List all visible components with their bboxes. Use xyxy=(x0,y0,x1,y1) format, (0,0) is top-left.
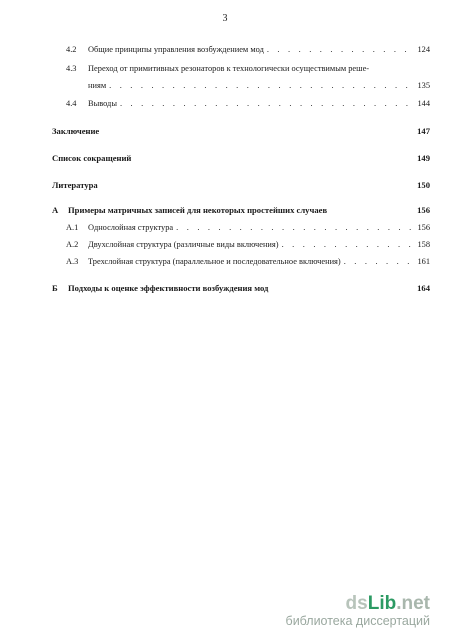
toc-appendix-b[interactable] xyxy=(52,283,430,293)
toc-appendix-page: 156 xyxy=(417,205,430,215)
toc-entry[interactable] xyxy=(52,257,430,267)
toc-chapter-page: 149 xyxy=(417,153,430,163)
toc-entry[interactable] xyxy=(52,45,430,55)
toc-entry-page: 124 xyxy=(417,45,430,54)
toc-chapter-page: 147 xyxy=(417,126,430,136)
toc-entry-page: 144 xyxy=(417,99,430,108)
page-number: 3 xyxy=(222,13,228,24)
toc-entry[interactable] xyxy=(52,99,430,109)
toc-entry-number: 4.4 xyxy=(66,99,77,108)
toc-chapter-title: Литература xyxy=(52,180,98,190)
toc-appendix-number: А xyxy=(52,205,59,215)
toc-appendix-title: Примеры матричных записей для некоторых простейших случаев xyxy=(68,205,328,215)
toc-entry-number: А.1 xyxy=(66,223,79,232)
toc-chapter-abbreviations[interactable] xyxy=(52,153,430,163)
toc-entry-title: Переход от примитивных резонаторов к технологически осуществимым реше- xyxy=(88,64,370,73)
leader-dots xyxy=(267,45,411,55)
dslib-logo: dsLib.net xyxy=(345,593,430,614)
toc-chapter-literature[interactable] xyxy=(52,180,430,190)
toc-entry-page: 161 xyxy=(417,257,430,266)
toc-chapter-page: 150 xyxy=(417,180,430,190)
leader-dots xyxy=(282,240,411,250)
toc-entry-title: Трехслойная структура (параллельное и последовательное включения) xyxy=(88,257,341,266)
toc-entry-page: 158 xyxy=(417,240,430,249)
toc-entry[interactable] xyxy=(52,240,430,250)
toc-appendix-title: Подходы к оценке эффективности возбуждения мод xyxy=(68,283,269,293)
toc-entry-number: 4.3 xyxy=(66,64,77,73)
toc-entry-title: Общие принципы управления возбуждением мод xyxy=(88,45,264,54)
leader-dots xyxy=(120,99,411,109)
toc-entry-title: Двухслойная структура (различные виды включения) xyxy=(88,240,279,249)
toc-entry-title-cont: ниям xyxy=(88,81,107,90)
toc-entry-title: Однослойная структура xyxy=(88,223,174,232)
toc-chapter-conclusion[interactable] xyxy=(52,126,430,136)
toc-chapter-title: Заключение xyxy=(52,126,100,136)
leader-dots xyxy=(176,223,411,233)
leader-dots xyxy=(344,257,411,267)
leader-dots xyxy=(109,81,411,91)
toc-chapter-title: Список сокращений xyxy=(52,153,132,163)
toc-entry-continuation[interactable] xyxy=(52,81,430,91)
toc-appendix-number: Б xyxy=(52,283,58,293)
toc-entry[interactable] xyxy=(52,64,430,74)
watermark-subtitle: библиотека диссертаций xyxy=(285,614,430,628)
toc-appendix-page: 164 xyxy=(417,283,430,293)
toc-entry-number: А.2 xyxy=(66,240,79,249)
toc-entry-number: 4.2 xyxy=(66,45,77,54)
toc-entry-page: 135 xyxy=(417,81,430,90)
toc-entry-number: А.3 xyxy=(66,257,79,266)
toc-appendix-a[interactable] xyxy=(52,205,430,215)
toc-entry-title: Выводы xyxy=(88,99,117,108)
toc-entry-page: 156 xyxy=(417,223,430,232)
dslib-watermark xyxy=(286,594,430,628)
toc-entry[interactable] xyxy=(52,223,430,233)
